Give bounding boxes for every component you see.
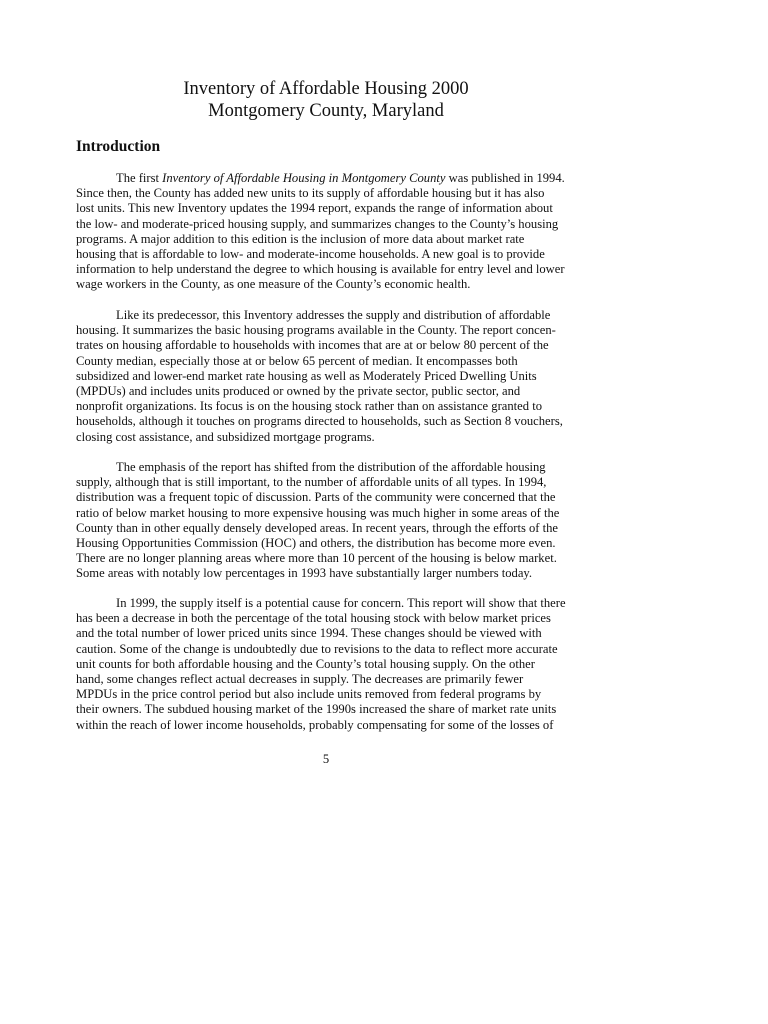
paragraph-line: Housing Opportunities Commission (HOC) and others, the distribution has become more even. xyxy=(76,536,556,551)
paragraph-line: lost units. This new Inventory updates the 1994 report, expands the range of information about xyxy=(76,201,553,216)
paragraph-line: wage workers in the County, as one measure of the County’s economic health. xyxy=(76,277,471,292)
paragraph-line: programs. A major addition to this edition is the inclusion of more data about market rate xyxy=(76,231,525,246)
document-title xyxy=(76,78,576,122)
paragraph-line: In 1999, the supply itself is a potential cause for concern. This report will show that there xyxy=(116,596,566,610)
paragraph-line: caution. Some of the change is undoubtedly due to revisions to the data to reflect more accurate xyxy=(76,641,558,656)
paragraph-line: and the total number of lower priced units since 1994. These changes should be viewed with xyxy=(76,626,542,641)
paragraph-line: County median, especially those at or below 65 percent of median. It encompasses both xyxy=(76,353,518,368)
paragraph-4 xyxy=(76,596,576,733)
paragraph-line: subsidized and lower-end market rate housing as well as Moderately Priced Dwelling Units xyxy=(76,368,537,383)
paragraph-3 xyxy=(76,460,576,582)
title-line-1: Inventory of Affordable Housing 2000 xyxy=(183,79,469,99)
paragraph-line: Since then, the County has added new units to its supply of affordable housing but it has also xyxy=(76,186,545,201)
paragraph-line: MPDUs in the price control period but also include units removed from federal programs by xyxy=(76,687,542,702)
paragraph-line: The emphasis of the report has shifted from the distribution of the affordable housing xyxy=(116,460,546,474)
paragraph-line: has been a decrease in both the percentage of the total housing stock with below market prices xyxy=(76,611,551,626)
paragraph-line: trates on housing affordable to households with incomes that are at or below 80 percent of the xyxy=(76,338,549,353)
paragraph-line: hand, some changes reflect actual decreases in supply. The decreases are primarily fewer xyxy=(76,672,524,687)
paragraph-line: closing cost assistance, and subsidized mortgage programs. xyxy=(76,429,375,444)
paragraph-line: nonprofit organizations. Its focus is on the housing stock rather than on assistance granted to xyxy=(76,399,542,414)
paragraph-line: Some areas with notably low percentages in 1993 have substantially larger numbers today. xyxy=(76,566,533,581)
page-number: 5 xyxy=(322,752,330,766)
paragraph-line xyxy=(76,171,576,186)
paragraph-line: Like its predecessor, this Inventory addresses the supply and distribution of affordable xyxy=(116,308,551,322)
paragraph-2 xyxy=(76,308,576,445)
paragraph-line: within the reach of lower income households, probably compensating for some of the losses of xyxy=(76,717,554,732)
paragraph-line: distribution was a frequent topic of discussion. Parts of the community were concerned that the xyxy=(76,490,556,505)
paragraph-line: housing that is affordable to low- and moderate-income households. A new goal is to provide xyxy=(76,247,545,262)
paragraph-line: supply, although that is still important, to the number of affordable units of all types. In 1994, xyxy=(76,475,547,490)
paragraph-line: housing. It summarizes the basic housing programs available in the County. The report concen- xyxy=(76,323,556,338)
paragraph-line: households, although it touches on programs directed to households, such as Section 8 vouchers, xyxy=(76,414,563,429)
text-run: The first xyxy=(116,171,163,185)
paragraph-line: unit counts for both affordable housing and the County’s total housing supply. On the other xyxy=(76,656,535,671)
text-run: was published in 1994. xyxy=(445,171,565,185)
paragraph-line: ratio of below market housing to more expensive housing was much higher in some areas of the xyxy=(76,505,560,520)
paragraph-line: There are no longer planning areas where more than 10 percent of the housing is below market. xyxy=(76,551,557,566)
paragraph-line: (MPDUs) and includes units produced or owned by the private sector, public sector, and xyxy=(76,384,521,399)
section-heading-introduction: Introduction xyxy=(76,138,161,155)
paragraph-1 xyxy=(76,171,576,293)
paragraph-line: County than in other equally densely developed areas. In recent years, through the efforts of the xyxy=(76,520,559,535)
title-line-2: Montgomery County, Maryland xyxy=(208,101,444,121)
paragraph-line: the low- and moderate-priced housing supply, and summarizes changes to the County’s housing xyxy=(76,216,559,231)
report-title-italic: Inventory of Affordable Housing in Montgomery County xyxy=(162,171,446,185)
paragraph-line: information to help understand the degree to which housing is available for entry level and lower xyxy=(76,262,565,277)
paragraph-line: their owners. The subdued housing market of the 1990s increased the share of market rate units xyxy=(76,702,557,717)
